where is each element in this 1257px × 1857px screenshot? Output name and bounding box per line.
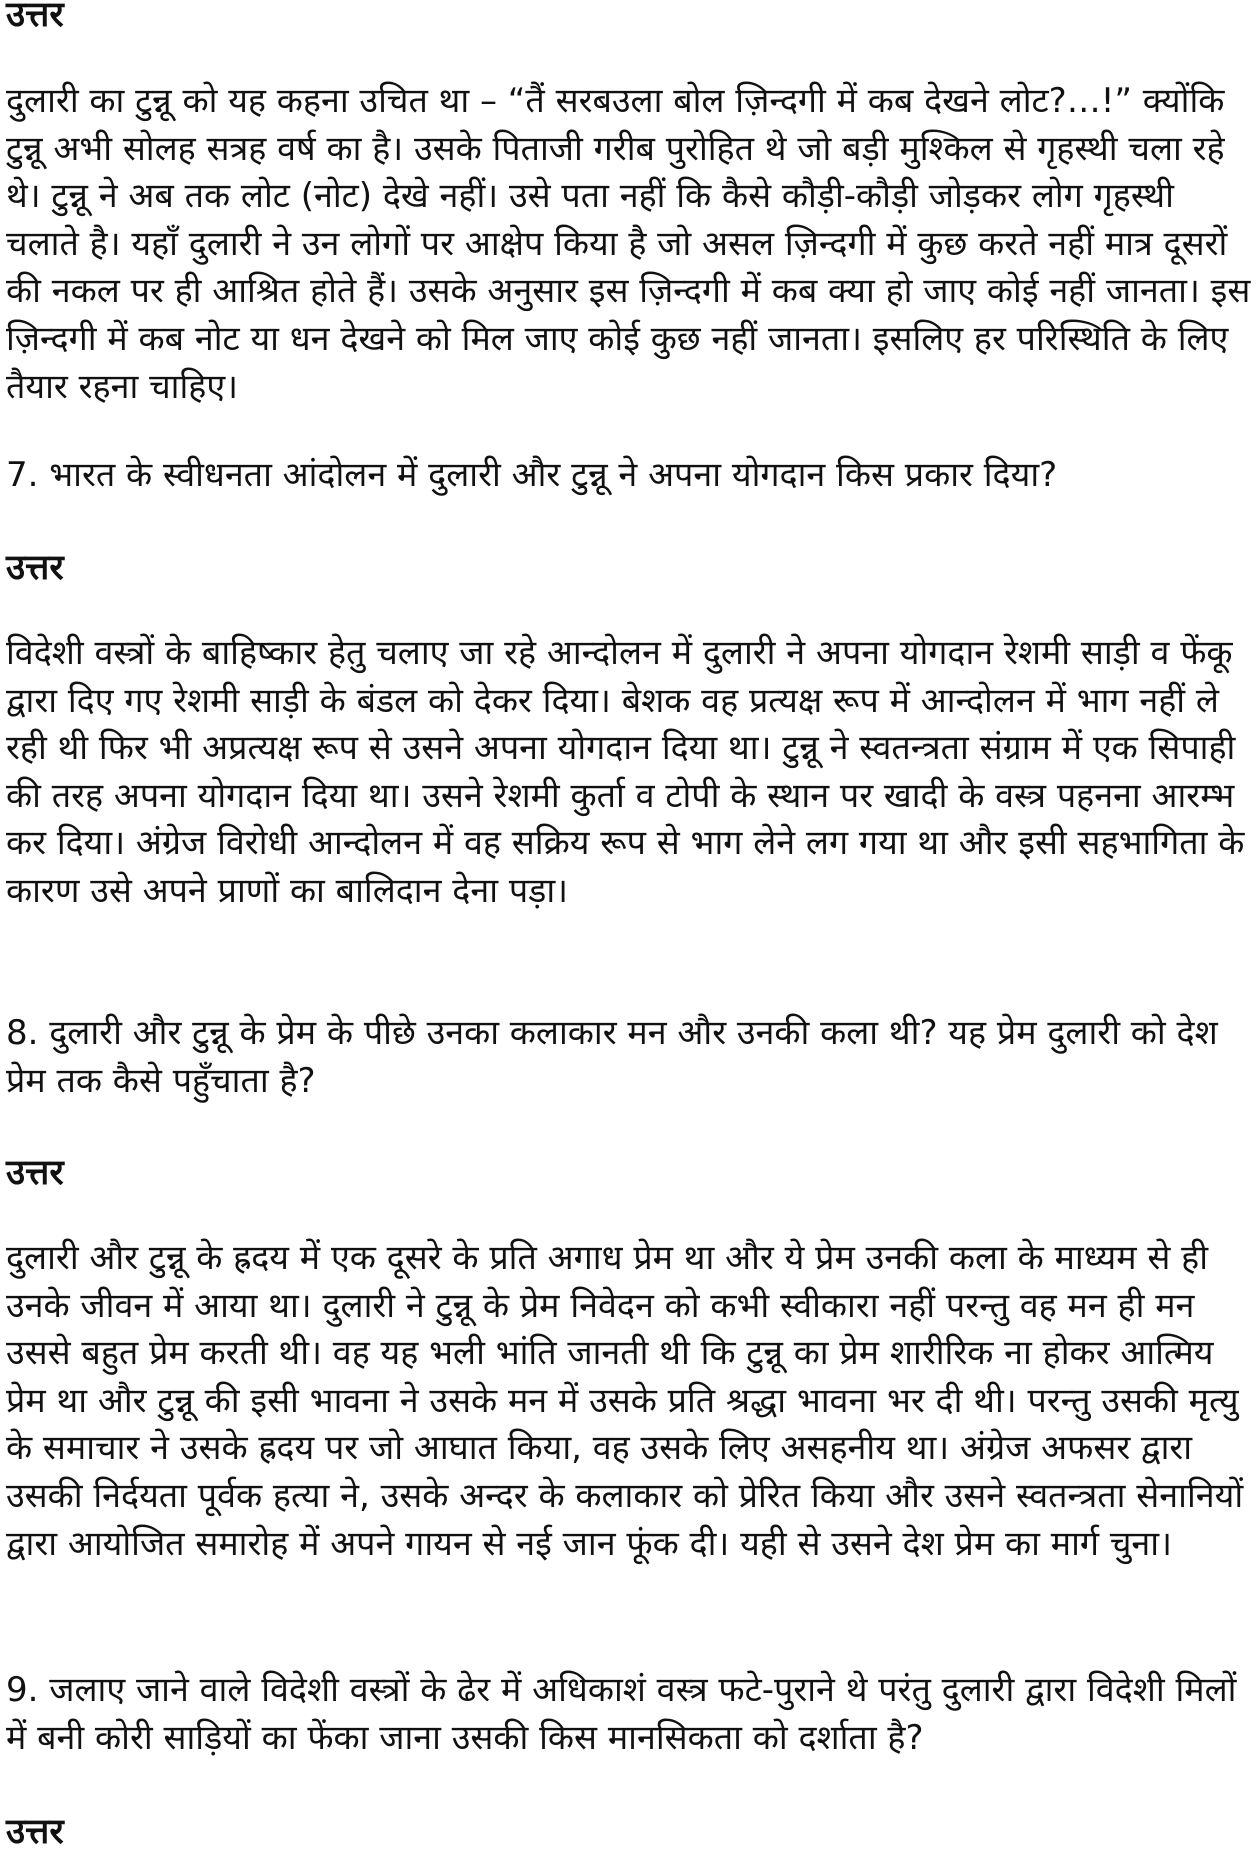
question-7: 7. भारत के स्वीधनता आंदोलन में दुलारी और टुन्नू ने अपना योगदान किस प्रकार दिया?	[6, 455, 1058, 495]
answer-heading: उत्तर	[6, 548, 64, 588]
answer-heading: उत्तर	[6, 1153, 64, 1193]
answer-heading: उत्तर	[6, 0, 64, 35]
answer-paragraph-7: विदेशी वस्त्रों के बाहिष्कार हेतु चलाए जा रहे आन्दोलन में दुलारी ने अपना योगदान रेशमी साड़ी व फेंकू द्वारा दिए गए रेशमी साड़ी के बंडल को देकर दिया। बेशक वह प्रत्यक्ष रूप में आन्दोलन में भाग नहीं ले रही थी फिर भी अप्रत्यक्ष रूप से उसने अपना योगदान दिया था। टुन्नू ने स्वतन्त्रता संग्राम में एक सिपाही की तरह अपना योगदान दिया था। उसने रेशमी कुर्ता व टोपी के स्थान पर खादी के वस्त्र पहनना आरम्भ कर दिया। अंग्रेज विरोधी आन्दोलन में वह सक्रिय रूप से भाग लेने लग गया था और इसी सहभागिता के कारण उसे अपने प्राणों का बालिदान देना पड़ा।	[6, 633, 1245, 911]
answer-heading: उत्तर	[6, 1812, 64, 1852]
answer-paragraph-6: दुलारी का टुन्नू को यह कहना उचित था – “तैं सरबउला बोल ज़िन्दगी में कब देखने लोट?…!” क्योंकि टुन्नू अभी सोलह सत्रह वर्ष का है। उसके पिताजी गरीब पुरोहित थे जो बड़ी मुश्किल से गृहस्थी चला रहे थे। टुन्नू ने अब तक लोट (नोट) देखे नहीं। उसे पता नहीं कि कैसे कौड़ी-कौड़ी जोड़कर लोग गृहस्थी चलाते है। यहाँ दुलारी ने उन लोगों पर आक्षेप किया है जो असल ज़िन्दगी में कुछ करते नहीं मात्र दूसरों की नकल पर ही आश्रित होते हैं। उसके अनुसार इस ज़िन्दगी में कब क्या हो जाए कोई नहीं जानता। इस ज़िन्दगी में कब नोट या धन देखने को मिल जाए कोई कुछ नहीं जानता। इसलिए हर परिस्थिति के लिए तैयार रहना चाहिए।	[6, 81, 1251, 407]
answer-paragraph-8: दुलारी और टुन्नू के ह्रदय में एक दूसरे के प्रति अगाध प्रेम था और ये प्रेम उनकी कला के माध्यम से ही उनके जीवन में आया था। दुलारी ने टुन्नू के प्रेम निवेदन को कभी स्वीकारा नहीं परन्तु वह मन ही मन उससे बहुत प्रेम करती थी। वह यह भली भांति जानती थी कि टुन्नू का प्रेम शारीरिक ना होकर आत्मिय प्रेम था और टुन्नू की इसी भावना ने उसके मन में उसके प्रति श्रद्धा भावना भर दी थी। परन्तु उसकी मृत्यु के समाचार ने उसके ह्रदय पर जो आघात किया, वह उसके लिए असहनीय था। अंग्रेज अफसर द्वारा उसकी निर्दयता पूर्वक हत्या ने, उसके अन्दर के कलाकार को प्रेरित किया और उसने स्वतन्त्रता सेनानियों द्वारा आयोजित समारोह में अपने गायन से नई जान फूंक दी। यही से उसने देश प्रेम का मार्ग चुना।	[6, 1238, 1244, 1564]
question-9: 9. जलाए जाने वाले विदेशी वस्त्रों के ढेर में अधिकाशं वस्त्र फटे-पुराने थे परंतु दुलारी द्वारा विदेशी मिलों में बनी कोरी साड़ियों का फेंका जाना उसकी किस मानसिकता को दर्शाता है?	[6, 1670, 1237, 1758]
question-8: 8. दुलारी और टुन्नू के प्रेम के पीछे उनका कलाकार मन और उनकी कला थी? यह प्रेम दुलारी को देश प्रेम तक कैसे पहुँचाता है?	[6, 1013, 1218, 1101]
